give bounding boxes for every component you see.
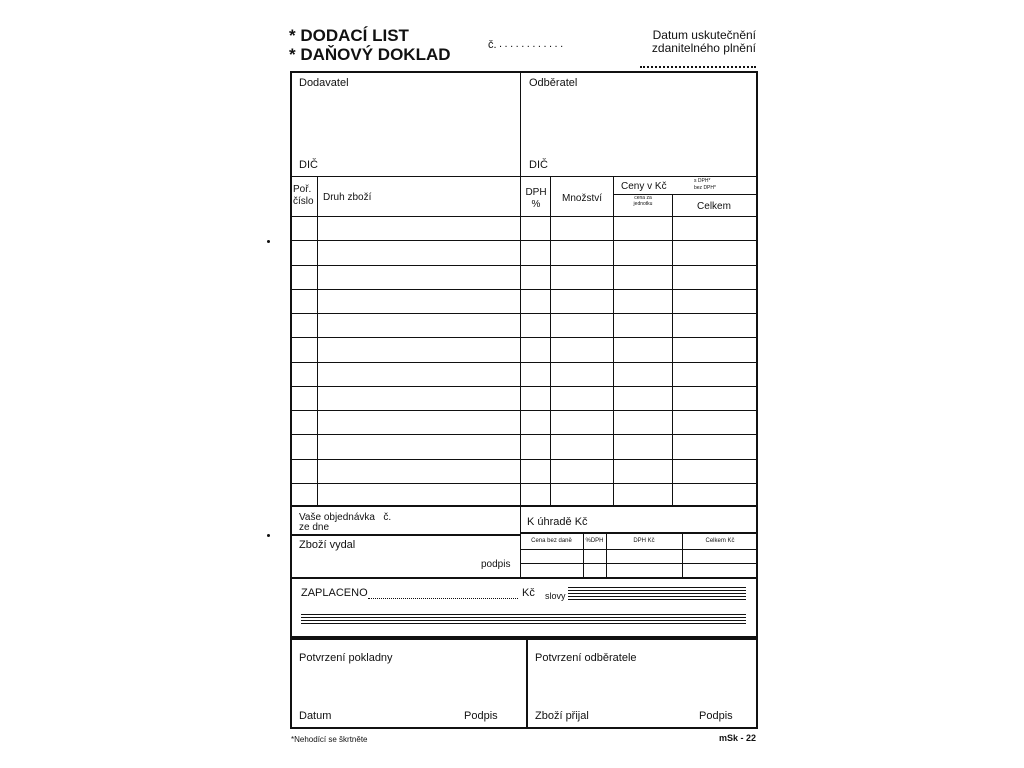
col-prices: Ceny v Kč <box>621 181 667 192</box>
col-quantity: Množství <box>562 193 603 204</box>
summary-divider-2 <box>606 534 607 577</box>
document-number-dots: ............ <box>499 38 566 50</box>
prices-subheader-line <box>613 194 758 195</box>
title-delivery-note: * DODACÍ LIST <box>289 26 409 45</box>
cashier-signature-label: Podpis <box>464 710 498 722</box>
title-tax-document: * DAŇOVÝ DOKLAD <box>289 45 451 64</box>
in-words-line-5 <box>568 599 746 600</box>
col-divider-1 <box>317 176 318 507</box>
goods-received-label: Zboží přijal <box>535 710 589 722</box>
table-row-line <box>290 289 758 290</box>
supplier-label: Dodavatel <box>299 77 349 89</box>
table-row-line <box>290 240 758 241</box>
amount-due-label: K úhradě Kč <box>527 516 588 528</box>
table-row-line <box>290 337 758 338</box>
document-number-label: č. <box>488 39 497 51</box>
table-row-line <box>290 386 758 387</box>
table-row-line <box>290 483 758 484</box>
cashier-confirmation-label: Potvrzení pokladny <box>299 652 393 664</box>
order-payment-border <box>290 505 758 638</box>
extra-line-2 <box>301 617 746 618</box>
form-frame <box>290 71 758 729</box>
form-code: mSk - 22 <box>718 733 756 743</box>
summary-header-vat-amount: DPH Kč <box>633 538 655 544</box>
in-words-line-2 <box>568 590 746 591</box>
col-vat-percent: DPH % <box>525 187 547 210</box>
your-order-label: Vaše objednávka č. <box>299 512 392 523</box>
customer-label: Odběratel <box>529 77 578 89</box>
customer-confirmation-label: Potvrzení odběratele <box>535 652 637 664</box>
table-row-line <box>290 265 758 266</box>
supplier-tax-id-label: DIČ <box>299 159 318 171</box>
amount-due-bottom-line <box>520 532 758 534</box>
order-date-label: ze dne <box>299 522 330 533</box>
confirmations-divider <box>526 638 528 729</box>
customer-signature-label: Podpis <box>699 710 733 722</box>
col-divider-4 <box>613 176 614 507</box>
extra-line-1 <box>301 614 746 615</box>
table-row-line <box>290 313 758 314</box>
summary-divider-3 <box>682 534 683 577</box>
paid-in-words-label: slovy <box>545 591 566 601</box>
date-of-supply-label-2: zdanitelného plnění <box>651 41 756 55</box>
margin-dot-top <box>267 240 270 243</box>
col-order-number: Poř. číslo <box>293 184 314 207</box>
extra-line-3 <box>301 620 746 621</box>
issued-signature-label: podpis <box>481 559 511 570</box>
col-divider-2 <box>520 176 521 507</box>
summary-header-line <box>520 549 758 550</box>
goods-issued-label: Zboží vydal <box>299 539 356 551</box>
in-words-line-1 <box>568 587 746 588</box>
col-goods-type: Druh zboží <box>323 192 372 203</box>
summary-row-line <box>520 563 758 564</box>
summary-header-vat-rate: %DPH <box>585 538 604 544</box>
col-prices-without-vat: bez DPH* <box>694 185 716 191</box>
table-row-line <box>290 410 758 411</box>
footer-note: *Nehodící se škrtněte <box>291 735 368 744</box>
customer-tax-id-label: DIČ <box>529 159 548 171</box>
date-of-supply-field <box>640 66 756 68</box>
order-bottom-line <box>290 534 520 536</box>
date-of-supply-label: Datum uskutečnění <box>652 28 756 42</box>
table-row-line <box>290 434 758 435</box>
margin-dot-bottom <box>267 534 270 537</box>
paid-label: ZAPLACENO <box>301 587 368 599</box>
summary-header-total: Celkem Kč <box>705 538 735 544</box>
table-row-line <box>290 362 758 363</box>
parties-bottom-line <box>290 176 758 177</box>
col-prices-with-vat: s DPH* <box>694 178 711 184</box>
paid-amount-field <box>368 598 518 599</box>
extra-line-4 <box>301 623 746 624</box>
cashier-date-label: Datum <box>299 710 332 722</box>
paid-section-top-line <box>290 577 758 579</box>
col-divider-3 <box>550 176 551 507</box>
summary-header-net-price: Cena bez daně <box>531 538 572 544</box>
summary-divider-1 <box>583 534 584 577</box>
in-words-line-4 <box>568 596 746 597</box>
paid-currency-label: Kč <box>522 587 535 599</box>
table-header-bottom-line <box>290 216 758 217</box>
in-words-line-3 <box>568 593 746 594</box>
parties-divider <box>520 71 521 176</box>
table-row-line <box>290 459 758 460</box>
col-total: Celkem <box>697 201 731 212</box>
col-unit-price: cena za jednotku <box>633 195 653 207</box>
